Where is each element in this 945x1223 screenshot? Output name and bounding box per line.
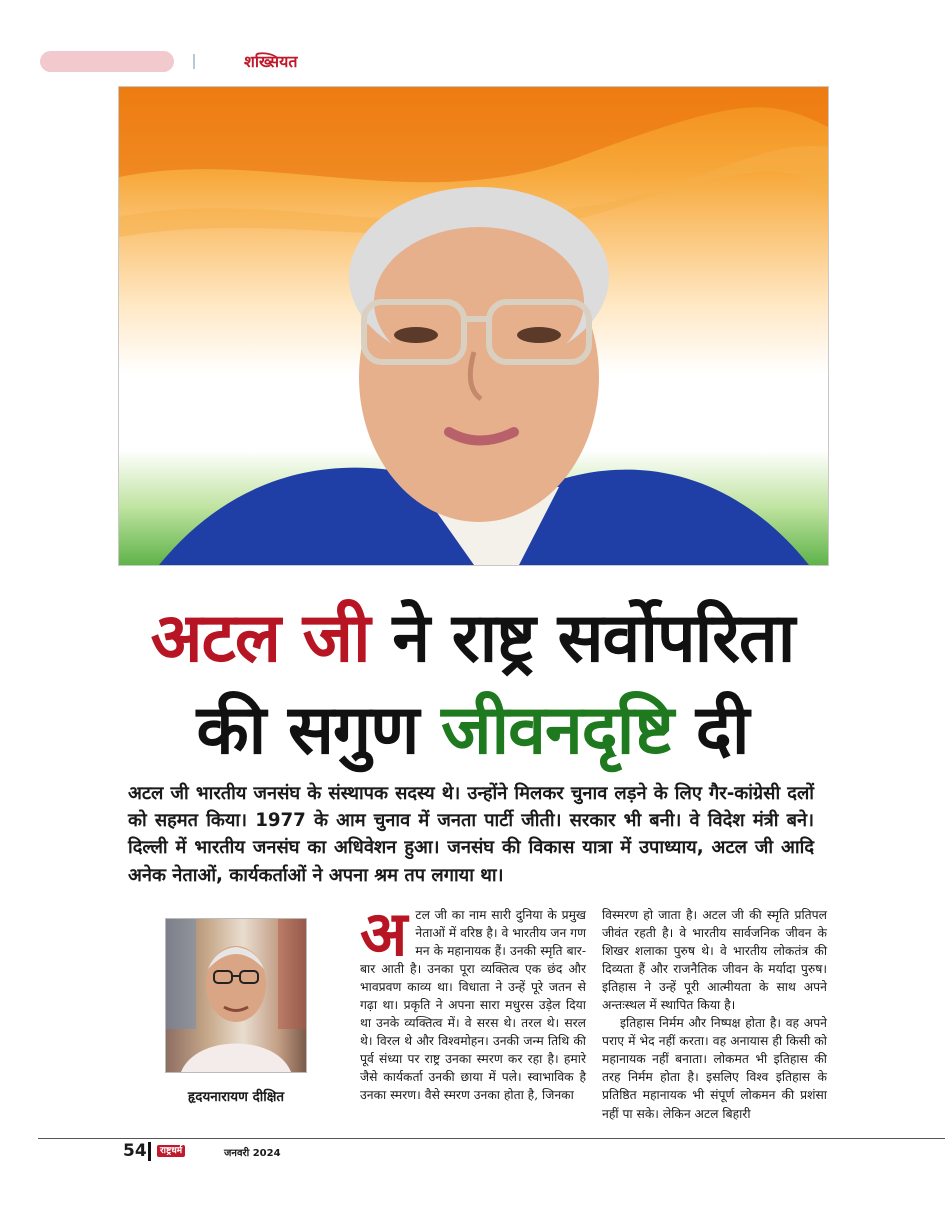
headline-text: ने राष्ट्र सर्वोपरिता xyxy=(369,599,795,678)
footer-separator xyxy=(148,1142,151,1161)
dropcap: अ xyxy=(360,897,408,970)
lead-paragraph: अटल जी भारतीय जनसंघ के संस्थापक सदस्य थे। उन्होंने मिलकर चुनाव लड़ने के लिए गैर-कांग्रेसी दलों को सहमत किया। 1977 के आम चुनाव में जनता पार्टी जीती। सरकार भी बनी। वे विदेश मंत्री बने। दिल्ली में भारतीय जनसंघ का अधिवेशन हुआ। जनसंघ की विकास यात्रा में उपाध्याय, अटल जी आदि अनेक नेताओं, कार्यकर्ताओं ने अपना श्रम तप लगाया था। xyxy=(128,783,814,886)
footer-rule xyxy=(38,1138,945,1139)
page-number: 54 xyxy=(123,1141,147,1161)
headline-accent-green: जीवनदृष्टि xyxy=(441,691,674,770)
portrait-illustration xyxy=(119,87,828,565)
header-separator xyxy=(193,54,195,69)
headline-accent-red: अटल जी xyxy=(150,599,370,678)
article-column-1 xyxy=(360,897,586,1105)
headline-line-2 xyxy=(0,680,945,773)
author-portrait xyxy=(166,919,306,1072)
headline-text: की सगुण xyxy=(196,691,442,770)
author-photo xyxy=(165,918,307,1073)
author-name: हृदयनारायण दीक्षित xyxy=(187,1089,285,1105)
headline-line-1 xyxy=(0,588,945,681)
article-column-2 xyxy=(602,906,827,1123)
headline-text: दी xyxy=(673,691,749,770)
hero-portrait-image xyxy=(118,86,829,566)
body-paragraph: विस्मरण हो जाता है। अटल जी की स्मृति प्रतिपल जीवंत रहती है। वे भारतीय सार्वजनिक जीवन के शिखर शलाका पुरुष थे। वे भारतीय लोकतंत्र की दिव्यता हैं और राजनैतिक जीवन के मर्यादा पुरुष। इतिहास ने उन्हें पूरी आत्मीयता के साथ अपने अन्तःस्थल में स्थापित किया है। xyxy=(602,908,827,1013)
magazine-logo: राष्ट्रधर्म xyxy=(157,1145,185,1157)
body-paragraph: टल जी का नाम सारी दुनिया के प्रमुख नेताओं में वरिष्ठ है। वे भारतीय जन गण मन के महानायक हैं। उनकी स्मृति बार-बार आती है। उनका पूरा व्यक्तित्व एक छंद और भावप्रवण काव्य था। विधाता ने उन्हें पूरे जतन से गढ़ा था। प्रकृति ने अपना सारा मधुरस उड़ेल दिया था उनके व्यक्तित्व में। वे सरस थे। तरल थे। सरल थे। विरल थे और विश्वमोहन। उनकी जन्म तिथि की पूर्व संध्या पर राष्ट्र उनका स्मरण कर रहा है। हमारे जैसे कार्यकर्ता उनकी छाया में पले। स्वाभाविक है उनका स्मरण। वैसे स्मरण उनका होता है, जिनका xyxy=(360,908,586,1103)
header-pill-decoration xyxy=(40,51,174,72)
body-paragraph: इतिहास निर्मम और निष्पक्ष होता है। वह अपने पराए में भेद नहीं करता। वह अनायास ही किसी को महानायक नहीं बनाता। लोकमत भी इतिहास की तरह निर्मम होता है। इसलिए विश्व इतिहास के प्रतिष्ठित महानायक भी संपूर्ण लोकमन की प्रशंसा नहीं पा सके। लेकिन अटल बिहारी xyxy=(602,1016,827,1121)
issue-date: जनवरी 2024 xyxy=(224,1148,281,1159)
section-label: शख्सियत xyxy=(244,52,298,71)
